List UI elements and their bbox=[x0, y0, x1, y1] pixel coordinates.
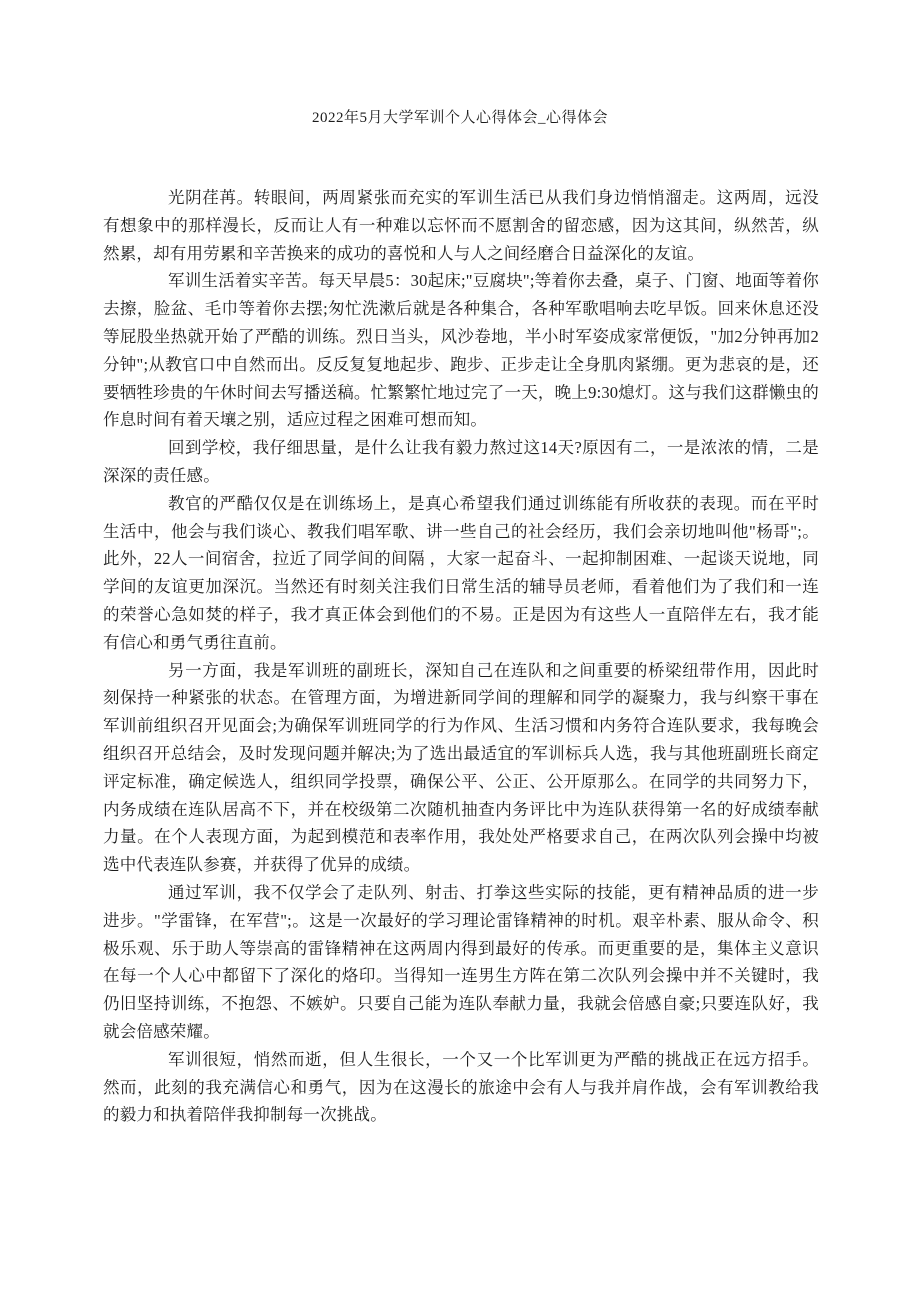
document-body bbox=[103, 184, 819, 1129]
paragraph-3: 回到学校，我仔细思量，是什么让我有毅力熬过这14天?原因有二，一是浓浓的情，二是深深的责任感。 bbox=[103, 438, 819, 485]
paragraph-5: 另一方面，我是军训班的副班长，深知自己在连队和之间重要的桥梁纽带作用，因此时刻保持一种紧张的状态。在管理方面，为增进新同学间的理解和同学的凝聚力，我与纠察干事在军训前组织召开见面会;为确保军训班同学的行为作风、生活习惯和内务符合连队要求，我每晚会组织召开总结会，及时发现问题并解决;为了选出最适宜的军训标兵人选，我与其他班副班长商定评定标准，确定候选人，组织同学投票，确保公平、公正、公开原那么。在同学的共同努力下，内务成绩在连队居高不下，并在校级第二次随机抽查内务评比中为连队获得第一名的好成绩奉献力量。在个人表现方面，为起到模范和表率作用，我处处严格要求自己，在两次队列会操中均被选中代表连队参赛，并获得了优异的成绩。 bbox=[103, 660, 819, 875]
document-title: 2022年5月大学军训个人心得体会_心得体会 bbox=[311, 110, 608, 126]
paragraph-7: 军训很短，悄然而逝，但人生很长，一个又一个比军训更为严酷的挑战正在远方招手。然而，此刻的我充满信心和勇气，因为在这漫长的旅途中会有人与我并肩作战，会有军训教给我的毅力和执着陪伴我抑制每一次挑战。 bbox=[103, 1049, 819, 1125]
paragraph-6: 通过军训，我不仅学会了走队列、射击、打拳这些实际的技能，更有精神品质的进一步进步。"学雷锋，在军营";。这是一次最好的学习理论雷锋精神的时机。艰辛朴素、服从命令、积极乐观、乐于助人等崇高的雷锋精神在这两周内得到最好的传承。而更重要的是，集体主义意识在每一个人心中都留下了深化的烙印。当得知一连男生方阵在第二次队列会操中并不关键时，我仍旧坚持训练，不抱怨、不嫉妒。只要自己能为连队奉献力量，我就会倍感自豪;只要连队好，我就会倍感荣耀。 bbox=[103, 882, 819, 1041]
paragraph-1: 光阴荏苒。转眼间，两周紧张而充实的军训生活已从我们身边悄悄溜走。这两周，远没有想象中的那样漫长，反而让人有一种难以忘怀而不愿割舍的留恋感，因为这其间，纵然苦，纵然累，却有用劳累和辛苦换来的成功的喜悦和人与人之间经磨合日益深化的友谊。 bbox=[103, 188, 819, 263]
paragraph-2: 军训生活着实辛苦。每天早晨5：30起床;"豆腐块";等着你去叠，桌子、门窗、地面等着你去擦，脸盆、毛巾等着你去摆;匆忙洗漱后就是各种集合，各种军歌唱响去吃早饭。回来休息还没等屁股坐热就开始了严酷的训练。烈日当头，风沙卷地，半小时军姿成家常便饭，"加2分钟再加2分钟";从教官口中自然而出。反反复复地起步、跑步、正步走让全身肌肉紧绷。更为悲哀的是，还要牺牲珍贵的午休时间去写播送稿。忙繁繁忙地过完了一天，晚上9:30熄灯。这与我们这群懒虫的作息时间有着天壤之别，适应过程之困难可想而知。 bbox=[103, 271, 819, 430]
paragraph-4: 教官的严酷仅仅是在训练场上，是真心希望我们通过训练能有所收获的表现。而在平时生活中，他会与我们谈心、教我们唱军歌、讲一些自己的社会经历，我们会亲切地叫他"杨哥";。此外，22人一间宿舍，拉近了同学间的间隔 ，大家一起奋斗、一起抑制困难、一起谈天说地，同学间的友谊更加深沉。当然还有时刻关注我们日常生活的辅导员老师，看着他们为了我们和一连的荣誉心急如焚的样子，我才真正体会到他们的不易。正是因为有这些人一直陪伴左右，我才能有信心和勇气勇往直前。 bbox=[103, 493, 819, 652]
